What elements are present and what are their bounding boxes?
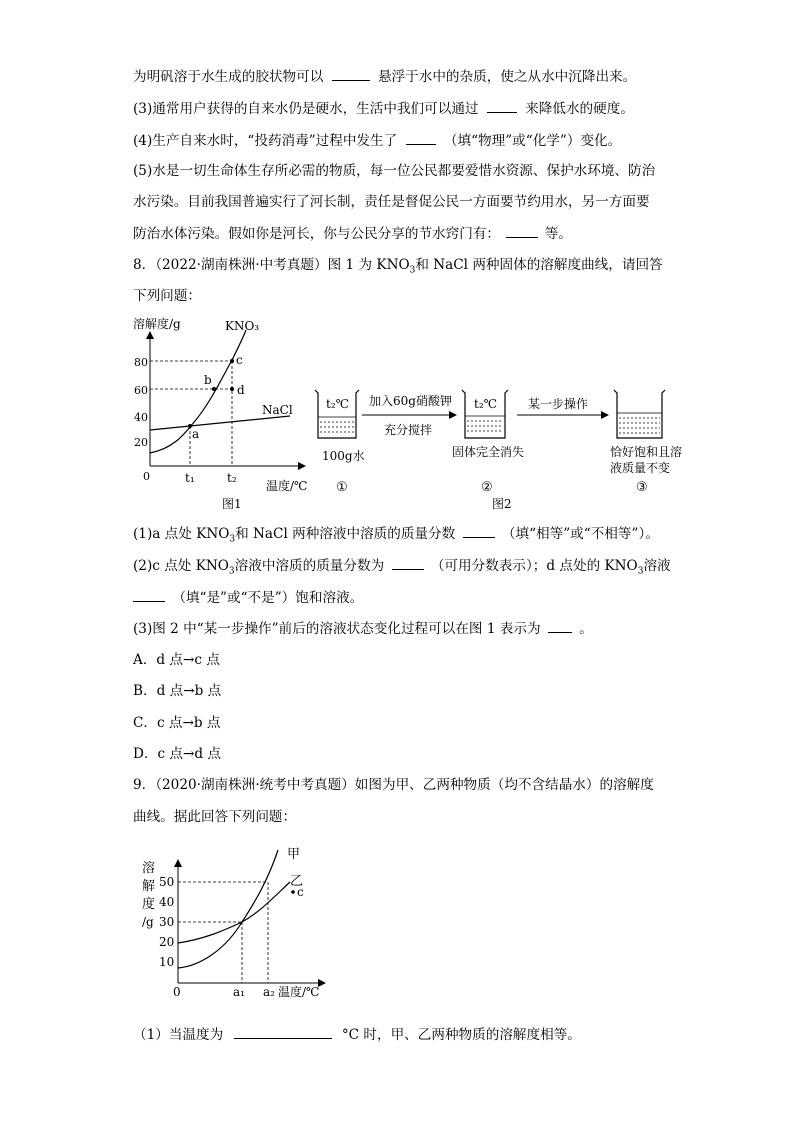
fig1-t1: t₁ — [185, 471, 195, 485]
question-8-title: 8．（2022·湖南株洲·中考真题）图 1 为 $KNO_3$和 NaCl 两种固体的溶解度曲线，请回答 — [133, 257, 663, 276]
answer-blank[interactable] — [506, 223, 538, 238]
fig3-ylabel-1: 溶 — [142, 861, 156, 876]
arrow-1-bottom: 充分搅拌 — [384, 423, 433, 437]
beaker-2 — [462, 390, 508, 438]
fig3-a2: a₂ — [263, 985, 275, 999]
figure-1-2 — [0, 308, 794, 528]
fig1-y-label: 溶解度/g — [133, 317, 181, 331]
fig3-point-c — [291, 890, 295, 894]
fig2-num-3: ③ — [636, 480, 648, 495]
arrow-1-top: 加入60g硝酸钾 — [369, 394, 452, 408]
fig3-a1: a₁ — [233, 985, 245, 999]
answer-blank[interactable] — [487, 98, 517, 113]
fig1-label-c: c — [236, 353, 243, 367]
fig1-origin: 0 — [143, 470, 150, 483]
fig2-label-3a: 恰好饱和且溶 — [610, 445, 683, 459]
fig2-num-2: ② — [481, 480, 493, 495]
arrow-2-top: 某一步操作 — [528, 397, 589, 411]
beaker-2-temp: t₂℃ — [474, 397, 498, 411]
fig2-label-3b: 液质量不变 — [610, 461, 671, 475]
fig1-caption: 图1 — [222, 497, 242, 511]
answer-blank[interactable] — [463, 523, 495, 538]
fig1-ytick-20: 20 — [134, 436, 148, 449]
text-line-q5-1: (5)水是一切生命体生存所必需的物质，每一位公民都要爱惜水资源、保护水环境、防治 — [133, 163, 656, 179]
fig3-ylabel-3: 度 — [142, 897, 156, 912]
fig3-label-c: c — [297, 885, 304, 899]
question-9-sub-1: （1）当温度为 °C 时，甲、乙两种物质的溶解度相等。 — [133, 1024, 581, 1045]
text-line-q3: (3)通常用户获得的自来水仍是硬水，生活中我们可以通过 来降低水的硬度。 — [133, 98, 634, 119]
fig1-nacl-line — [150, 416, 290, 430]
fig2-label-1: 100g水 — [322, 449, 365, 463]
question-9-title-2: 曲线。据此回答下列问题： — [133, 809, 297, 825]
answer-blank[interactable] — [234, 1024, 332, 1039]
fig3-origin: 0 — [173, 985, 181, 999]
answer-blank[interactable] — [392, 555, 424, 570]
beaker-1 — [315, 390, 359, 438]
answer-blank[interactable] — [548, 618, 572, 633]
beaker-1-temp: t₂℃ — [326, 397, 350, 411]
answer-blank[interactable] — [332, 66, 370, 81]
answer-blank[interactable] — [406, 130, 436, 145]
fig3-ylabel-4: /g — [142, 915, 154, 929]
answer-blank[interactable] — [133, 587, 165, 602]
fig3-label-yi: 乙 — [290, 874, 304, 889]
option-b[interactable]: B．d 点→b 点 — [133, 683, 222, 699]
q8-sub-1: (1)a 点处 $KNO_3$和 NaCl 两种溶液中溶质的质量分数 （填“相等”或“不相等”）。 — [133, 523, 659, 550]
fig1-ytick-80: 80 — [134, 356, 148, 369]
fig2-num-1: ① — [336, 480, 348, 495]
fig1-label-b: b — [204, 373, 212, 387]
fig1-ytick-40: 40 — [134, 411, 148, 424]
text-line-q4: (4)生产自来水时，“投药消毒”过程中发生了 （填“物理”或“化学”）变化。 — [133, 130, 621, 151]
fig3-xlabel: 温度/℃ — [278, 985, 320, 999]
question-8-title-2: 下列问题： — [133, 288, 201, 304]
fig1-point-c — [230, 359, 234, 363]
fig1-ytick-60: 60 — [134, 384, 148, 397]
fig3-jia-curve — [178, 850, 278, 968]
fig1-kno3-label: KNO₃ — [225, 319, 260, 333]
option-a[interactable]: A．d 点→c 点 — [133, 652, 220, 668]
fig1-nacl-label: NaCl — [262, 403, 293, 417]
q8-sub-2: (2)c 点处 $KNO_3$溶液中溶质的质量分数为 （可用分数表示）；d 点处的 $KNO_3$溶液 — [133, 555, 671, 582]
q8-sub-2-cont: （填“是”或“不是”）饱和溶液。 — [133, 587, 363, 608]
fig2-caption: 图2 — [492, 497, 512, 511]
fig1-point-b — [212, 387, 216, 391]
fig1-point-d — [230, 387, 234, 391]
fig1-t2: t₂ — [227, 471, 237, 485]
fig3-ytick-50: 50 — [159, 875, 175, 889]
text-line-1: 为明矾溶于水生成的胶状物可以 悬浮于水中的杂质，使之从水中沉降出来。 — [133, 66, 636, 87]
fig1-x-label: 温度/℃ — [266, 479, 308, 493]
q8-sub-3: (3)图 2 中“某一步操作”前后的溶液状态变化过程可以在图 1 表示为 。 — [133, 618, 593, 639]
figure-3 — [130, 840, 370, 1010]
fig3-ytick-30: 30 — [159, 915, 175, 929]
fig3-ytick-20: 20 — [159, 935, 175, 949]
fig1-label-a: a — [192, 427, 200, 441]
beaker-3 — [614, 390, 665, 438]
text-line-q5-3: 防治水体污染。假如你是河长，你与公民分享的节水窍门有： 等。 — [133, 223, 572, 244]
text-line-q5-2: 水污染。目前我国普遍实行了河长制，责任是督促公民一方面要节约用水，另一方面要 — [133, 194, 650, 210]
fig2-label-2: 固体完全消失 — [452, 445, 525, 459]
fig3-ytick-10: 10 — [159, 955, 175, 969]
option-d[interactable]: D．c 点→d 点 — [133, 746, 222, 762]
fig3-ylabel-2: 解 — [142, 879, 156, 894]
fig1-label-d: d — [237, 383, 245, 397]
option-c[interactable]: C．c 点→b 点 — [133, 715, 221, 731]
question-9-title: 9．（2020·湖南株洲·统考中考真题）如图为甲、乙两种物质（均不含结晶水）的溶解度 — [133, 777, 654, 793]
fig3-ytick-40: 40 — [159, 895, 175, 909]
fig3-label-jia: 甲 — [287, 847, 301, 862]
